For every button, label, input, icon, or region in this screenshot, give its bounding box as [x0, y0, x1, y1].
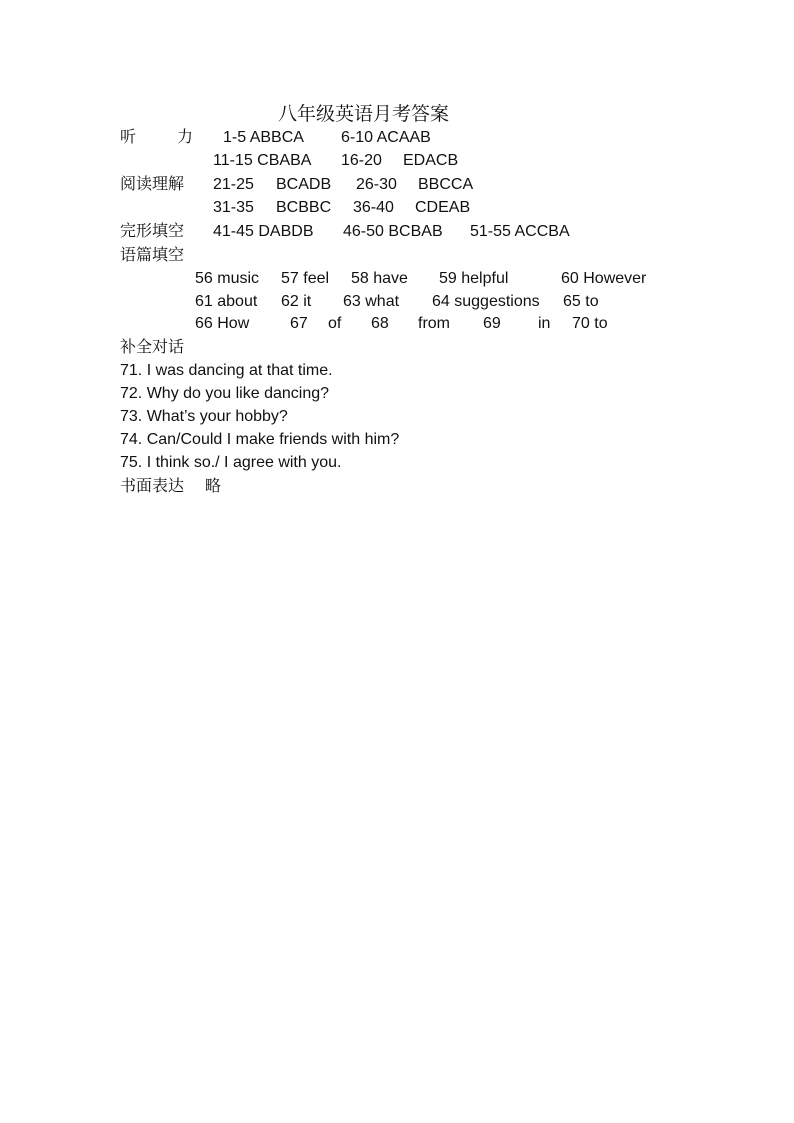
answer-letters: EDACB	[403, 152, 459, 169]
writing-label: 书面表达	[120, 478, 185, 495]
answer-group: 51-55 ACCBA	[470, 223, 570, 240]
answer-word: in	[538, 315, 551, 332]
writing-row	[0, 476, 794, 498]
dialogue-answer	[0, 429, 794, 451]
answer-range: 16-20	[341, 152, 382, 169]
dialogue-answer	[0, 452, 794, 474]
answer-group: 1-5 ABBCA	[223, 129, 304, 146]
answer-letters: BCBBC	[276, 199, 332, 216]
answer-word: 59 helpful	[439, 270, 509, 287]
answer-word: 57 feel	[281, 270, 330, 287]
passage-label-row	[0, 245, 794, 267]
listening-label-b: 力	[177, 129, 194, 146]
answer-range: 26-30	[356, 176, 397, 193]
answer-word: 70 to	[572, 315, 608, 332]
answer-word: 63 what	[343, 293, 400, 310]
answer-number: 69	[483, 315, 501, 332]
dialogue-answer-text: 71. I was dancing at that time.	[120, 362, 333, 379]
dialogue-answer-text: 73. What’s your hobby?	[120, 408, 288, 425]
answer-word: 60 However	[561, 270, 647, 287]
writing-value: 略	[205, 478, 222, 495]
passage-row-2	[0, 291, 794, 313]
dialogue-answer-text: 74. Can/Could I make friends with him?	[120, 431, 400, 448]
answer-letters: CDEAB	[415, 199, 471, 216]
answer-word: 62 it	[281, 293, 312, 310]
dialogue-answer-text: 75. I think so./ I agree with you.	[120, 454, 342, 471]
dialogue-answer	[0, 406, 794, 428]
listening-label-a: 听	[120, 129, 137, 146]
answer-number: 67	[290, 315, 308, 332]
answer-range: 21-25	[213, 176, 254, 193]
answer-group: 6-10 ACAAB	[341, 129, 431, 146]
reading-label: 阅读理解	[120, 176, 185, 193]
dialogue-answer	[0, 360, 794, 382]
answer-number: 68	[371, 315, 389, 332]
dialogue-answer	[0, 383, 794, 405]
answer-letters: BBCCA	[418, 176, 474, 193]
passage-row-3	[0, 313, 794, 335]
answer-range: 31-35	[213, 199, 254, 216]
reading-row-1	[0, 174, 794, 196]
answer-word: 66 How	[195, 315, 250, 332]
answer-word: of	[328, 315, 342, 332]
answer-word: 56 music	[195, 270, 260, 287]
answer-word: 65 to	[563, 293, 599, 310]
answer-word: 64 suggestions	[432, 293, 540, 310]
answer-range: 36-40	[353, 199, 394, 216]
answer-group: 41-45 DABDB	[213, 223, 314, 240]
answer-group: 11-15 CBABA	[213, 152, 312, 169]
answer-group: 46-50 BCBAB	[343, 223, 443, 240]
dialogue-label-row	[0, 337, 794, 359]
cloze-row	[0, 221, 794, 243]
answer-word: 58 have	[351, 270, 408, 287]
dialogue-answer-text: 72. Why do you like dancing?	[120, 385, 330, 402]
cloze-label: 完形填空	[120, 223, 185, 240]
passage-label: 语篇填空	[120, 247, 185, 264]
answer-word: 61 about	[195, 293, 258, 310]
answer-letters: BCADB	[276, 176, 332, 193]
reading-row-2	[0, 197, 794, 219]
listening-row-2	[0, 150, 794, 172]
dialogue-label: 补全对话	[120, 339, 185, 356]
listening-row-1	[0, 127, 794, 149]
passage-row-1	[0, 268, 794, 290]
page-title: 八年级英语月考答案	[278, 104, 450, 125]
answer-word: from	[418, 315, 450, 332]
